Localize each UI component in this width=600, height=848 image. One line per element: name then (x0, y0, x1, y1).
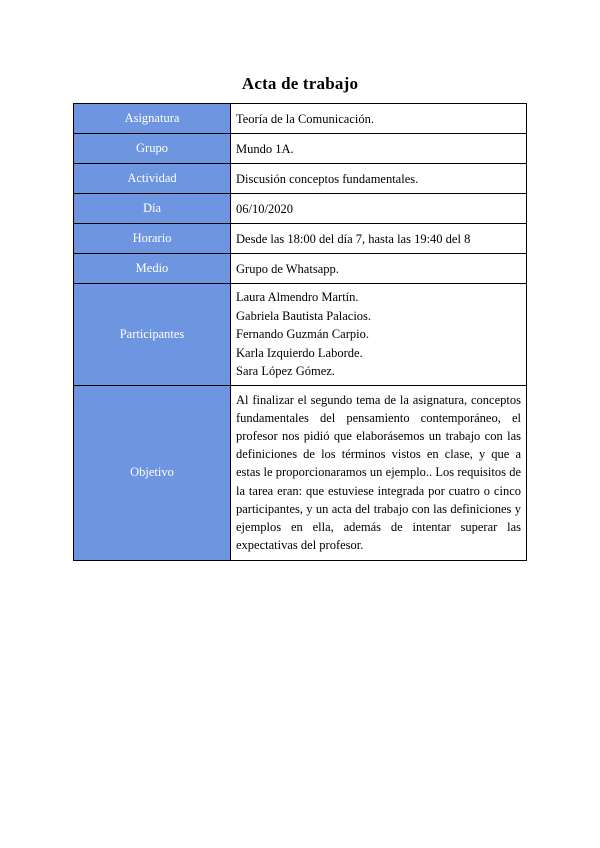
table-row-medio (74, 254, 527, 284)
table-row-dia (74, 194, 527, 224)
row-value-actividad: Discusión conceptos fundamentales. (231, 164, 527, 194)
row-label-asignatura: Asignatura (74, 104, 231, 134)
participants-list (231, 284, 527, 386)
row-value-grupo: Mundo 1A. (231, 134, 527, 164)
row-label-actividad: Actividad (74, 164, 231, 194)
row-label-dia: Día (74, 194, 231, 224)
table-row-objetivo (74, 385, 527, 561)
row-value-asignatura: Teoría de la Comunicación. (231, 104, 527, 134)
row-label-participantes: Participantes (74, 284, 231, 386)
row-value-dia: 06/10/2020 (231, 194, 527, 224)
objective-text: Al finalizar el segundo tema de la asignatura, conceptos fundamentales del pensamiento contemporáneo, el profesor nos pidió que elaborásemos un trabajo con las definiciones de los términos vistos en clase, y que a estas le proporcionaramos un ejemplo.. Los requisitos de la tarea eran: que estuviese integrada por cuatro o cinco participantes, y un acta del trabajo con las definiciones y ejemplos en ella, además de intentar superar las expectativas del profesor. (231, 385, 527, 561)
row-label-objetivo: Objetivo (74, 385, 231, 561)
participant-name: Sara López Gómez. (236, 364, 335, 378)
table-row-actividad (74, 164, 527, 194)
participant-name: Laura Almendro Martín. (236, 290, 359, 304)
table-row-horario (74, 224, 527, 254)
participant-name: Fernando Guzmán Carpio. (236, 327, 369, 341)
row-value-medio: Grupo de Whatsapp. (231, 254, 527, 284)
table-row-asignatura (74, 104, 527, 134)
participant-name: Karla Izquierdo Laborde. (236, 345, 363, 360)
row-label-grupo: Grupo (74, 134, 231, 164)
row-label-horario: Horario (74, 224, 231, 254)
minutes-table (73, 103, 527, 561)
table-row-participantes (74, 284, 527, 386)
row-value-horario: Desde las 18:00 del día 7, hasta las 19:40 del 8 (231, 224, 527, 254)
row-label-medio: Medio (74, 254, 231, 284)
participant-name: Gabriela Bautista Palacios. (236, 308, 372, 323)
table-row-grupo (74, 134, 527, 164)
document-title: Acta de trabajo (241, 74, 359, 93)
